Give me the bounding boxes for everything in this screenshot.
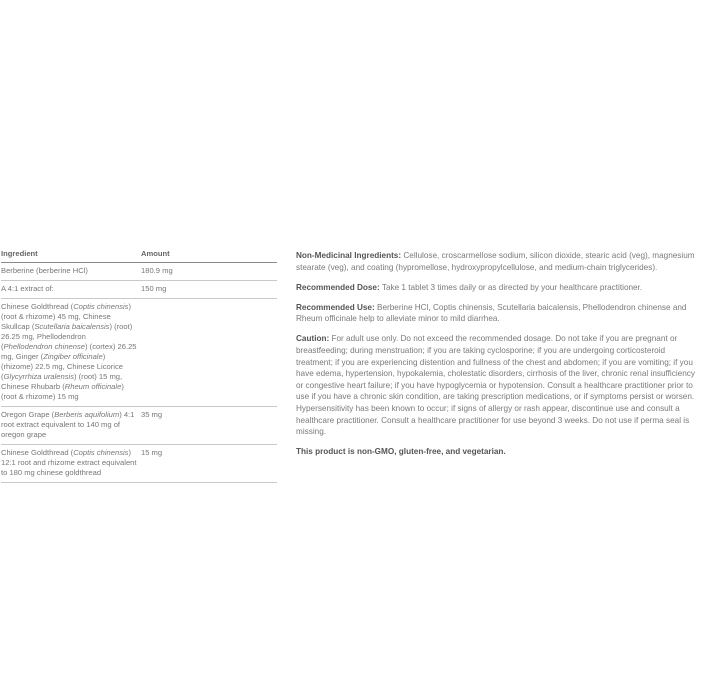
ingredient-cell: Chinese Goldthread (Coptis chinensis) 12:1 root and rhizome extract equivalent to 180 mg chinese goldthread <box>1 448 137 477</box>
ingredient-cell: Oregon Grape (Berberis aquifolium) 4:1 root extract equivalent to 140 mg of oregon grape <box>1 410 135 439</box>
product-info <box>296 250 703 466</box>
amount-cell: 150 mg <box>141 284 167 293</box>
table-row <box>1 407 277 445</box>
ingredient-table <box>1 249 277 483</box>
dose-text: Take 1 tablet 3 times daily or as directed by your healthcare practitioner. <box>379 282 643 292</box>
caution-text: For adult use only. Do not exceed the recommended dosage. Do not take if you are pregnant or breastfeeding; during menstruation; if you are taking cyclosporine; if you are undergoing corticosteroid treatment; if you are experiencing distention and fullness of the chest and abdomen; if you are vomiting; if you have edema, hypertension, hypokalemia, cholestatic disorders, cirrhosis of the liver, chronic renal insufficiency or congestive heart failure; if you have hypoglycemia or hypotension. Consult a healthcare practitioner prior to use if you have a chronic skin condition, are taking prescription medications, or if symptoms persist or worsen. Hypersensitivity has been known to occur; if signs of allergy or rash appear, discontinue use and consult a healthcare practitioner. Consult a healthcare practitioner for use beyond 3 weeks. Do not use if perma seal is missing. <box>296 334 695 437</box>
table-header-row <box>1 249 277 263</box>
recommended-dose <box>296 282 703 294</box>
ingredient-cell: Chinese Goldthread (Coptis chinensis) (root & rhizome) 45 mg, Chinese Skullcap (Scutellaria baicalensis) (root) 26.25 mg, Phellodendron (Phellodendron chinense) (cortex) 26.25 mg, Ginger (Zingiber officinale) (rhizome) 22.5 mg, Chinese Licorice (Glycyrrhiza uralensis) (root) 15 mg, Chinese Rhubarb (Rheum officinale) (root & rhizome) 15 mg <box>1 302 137 401</box>
non-medicinal-label: Non-Medicinal Ingredients: <box>296 251 402 260</box>
dose-label: Recommended Dose: <box>296 282 380 292</box>
amount-cell: 180.9 mg <box>141 266 173 275</box>
table-row <box>1 445 277 483</box>
ingredient-header: Ingredient <box>1 249 38 258</box>
table-row <box>1 299 277 407</box>
ingredient-cell: A 4:1 extract of: <box>1 284 54 293</box>
non-medicinal-ingredients <box>296 250 703 273</box>
amount-cell: 15 mg <box>141 448 163 457</box>
amount-cell: 35 mg <box>141 410 163 419</box>
non-medicinal-text: Cellulose, croscarmellose sodium, silicon dioxide, stearic acid (veg), magnesium stearate (veg), and coating (hypromellose, hydroxypropylcellulose, and medium-chain triglycerides). <box>296 251 695 272</box>
caution <box>296 333 703 437</box>
table-row <box>1 263 277 281</box>
dietary-statement: This product is non-GMO, gluten-free, and vegetarian. <box>296 447 506 457</box>
table-row <box>1 281 277 299</box>
use-label: Recommended Use: <box>296 302 375 312</box>
use-text: Berberine HCl, Coptis chinensis, Scutellaria baicalensis, Phellodendron chinense and Rheum officinale help to alleviate minor to mild diarrhea. <box>296 302 687 324</box>
amount-header: Amount <box>141 249 170 258</box>
caution-label: Caution: <box>296 334 330 344</box>
recommended-use <box>296 302 703 325</box>
amount-cell <box>141 302 277 402</box>
ingredient-cell: Berberine (berberine HCl) <box>1 266 88 275</box>
